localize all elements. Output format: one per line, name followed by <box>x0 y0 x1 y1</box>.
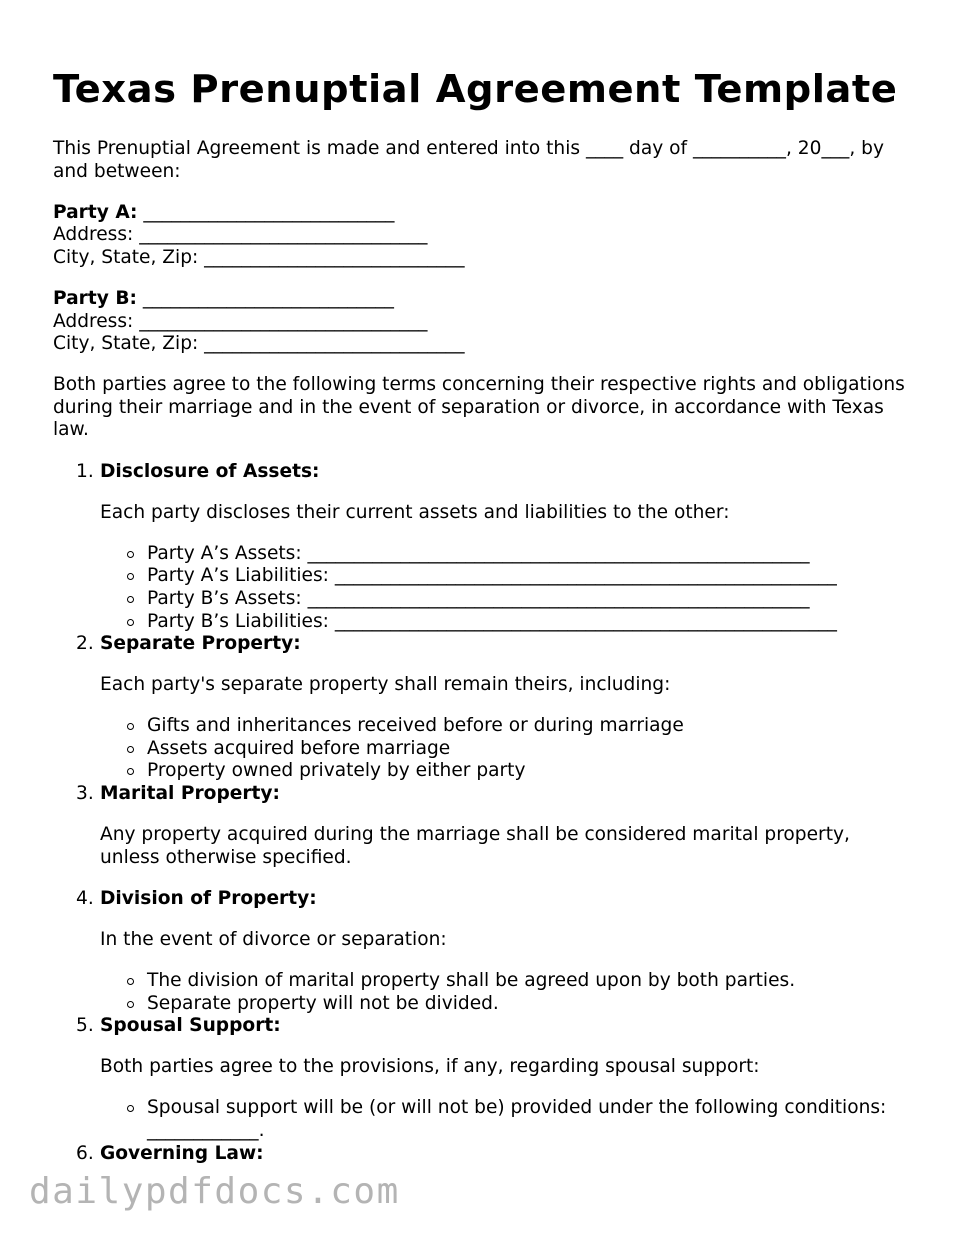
section-spousal-support <box>100 1015 913 1142</box>
party-a-label: Party A: <box>53 201 138 223</box>
section-text: Both parties agree to the provisions, if any, regarding spousal support: <box>100 1056 760 1078</box>
section-text: Any property acquired during the marriage shall be considered marital property, unless otherwise specified. <box>100 824 850 868</box>
list-item: Party B’s Assets: ______________________________________________________ <box>147 588 913 611</box>
section-text: In the event of divorce or separation: <box>100 928 447 950</box>
section-heading: Separate Property: <box>100 633 301 655</box>
party-b-name-blank: ___________________________ <box>136 287 394 309</box>
bullet-list <box>100 543 913 633</box>
section-heading: Division of Property: <box>100 887 317 909</box>
list-item: Assets acquired before marriage <box>147 738 913 761</box>
list-item: Party A’s Liabilities: ______________________________________________________ <box>147 565 913 588</box>
list-item: Property owned privately by either party <box>147 760 913 783</box>
party-a-city-state-zip: City, State, Zip: ____________________________ <box>53 246 465 268</box>
watermark: dailypdfdocs.com <box>29 1171 400 1212</box>
party-a-name-line <box>53 202 913 225</box>
section-governing-law <box>100 1143 913 1166</box>
section-marital-property <box>100 783 913 869</box>
party-b-city-state-zip: City, State, Zip: ____________________________ <box>53 333 465 355</box>
bullet-list <box>100 715 913 783</box>
section-heading: Spousal Support: <box>100 1015 281 1037</box>
bullet-list <box>100 1097 913 1142</box>
document-page <box>53 66 913 1165</box>
section-separate-property <box>100 633 913 783</box>
section-text: Each party's separate property shall remain theirs, including: <box>100 674 671 696</box>
party-a-block <box>53 202 913 270</box>
list-item: Separate property will not be divided. <box>147 993 913 1016</box>
list-item: Spousal support will be (or will not be) provided under the following conditions: ____________. <box>147 1097 913 1142</box>
intro-paragraph: This Prenuptial Agreement is made and entered into this ____ day of __________, 20___, by and between: <box>53 138 884 182</box>
bullet-list <box>100 970 913 1015</box>
section-disclosure-of-assets <box>100 461 913 634</box>
party-b-address: Address: _______________________________ <box>53 310 428 332</box>
list-item: Party B’s Liabilities: ______________________________________________________ <box>147 611 913 634</box>
party-b-block <box>53 288 913 356</box>
party-b-label: Party B: <box>53 287 137 309</box>
section-heading: Governing Law: <box>100 1142 264 1164</box>
list-item: Party A’s Assets: ______________________________________________________ <box>147 543 913 566</box>
section-heading: Marital Property: <box>100 783 280 805</box>
terms-intro-paragraph: Both parties agree to the following terms concerning their respective rights and obligations during their marriage and in the event of separation or divorce, in accordance with Texas law. <box>53 374 905 441</box>
party-a-address: Address: _______________________________ <box>53 224 428 246</box>
party-a-name-blank: ___________________________ <box>137 201 395 223</box>
document-title: Texas Prenuptial Agreement Template <box>53 67 898 112</box>
party-b-name-line <box>53 288 913 311</box>
section-text: Each party discloses their current assets and liabilities to the other: <box>100 501 730 523</box>
sections-list <box>53 461 913 1166</box>
list-item: Gifts and inheritances received before or during marriage <box>147 715 913 738</box>
section-heading: Disclosure of Assets: <box>100 460 320 482</box>
list-item: The division of marital property shall be agreed upon by both parties. <box>147 970 913 993</box>
section-division-of-property <box>100 888 913 1015</box>
